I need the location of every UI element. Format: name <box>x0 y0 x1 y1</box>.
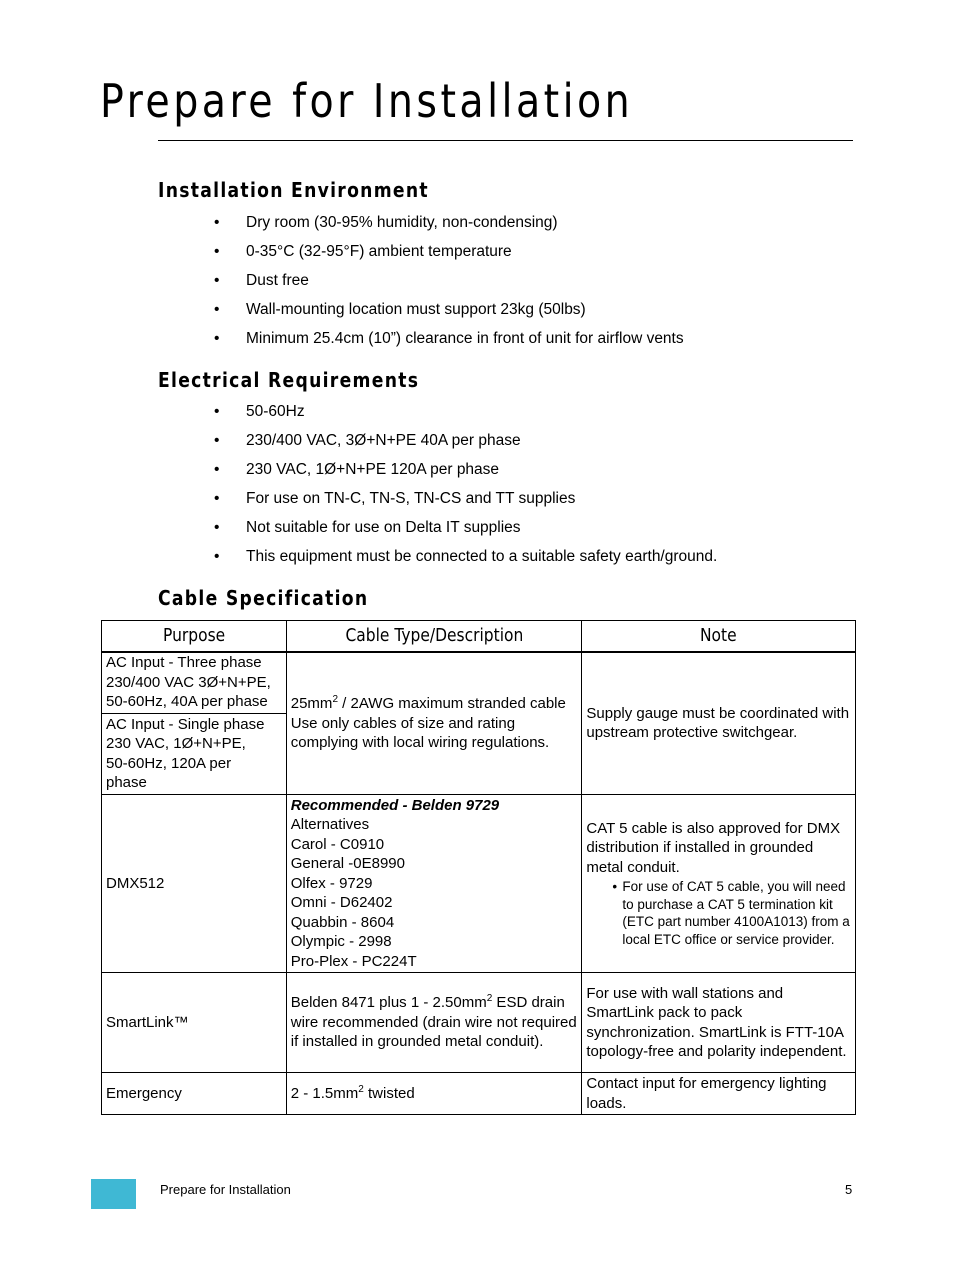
purpose-cell: AC Input - Single phase 230 VAC, 1Ø+N+PE, 50-60Hz, 120A per phase <box>102 713 287 794</box>
note-cell: Contact input for emergency lighting loads. <box>582 1073 856 1115</box>
table-header-row <box>102 621 856 653</box>
table-row <box>102 794 856 973</box>
list-item: • Not suitable for use on Delta IT supplies <box>214 519 521 536</box>
page-number: 5 <box>845 1182 853 1197</box>
note-cell: CAT 5 cable is also approved for DMX distribution if installed in grounded metal conduit. • For use of CAT 5 cable, you will need to purchase a CAT 5 termination kit (ETC part number 4100A1013) from a local ETC office or service provider. <box>582 794 856 973</box>
installation-environment-list <box>214 213 684 358</box>
note-cell: Supply gauge must be coordinated with upstream protective switchgear. <box>582 652 856 794</box>
purpose-cell: AC Input - Three phase 230/400 VAC 3Ø+N+PE, 50-60Hz, 40A per phase <box>102 652 287 713</box>
purpose-cell: Emergency <box>102 1073 287 1115</box>
note-bullet: • For use of CAT 5 cable, you will need to purchase a CAT 5 termination kit (ETC part number 4100A1013) from a local ETC office or service provider. <box>612 879 850 947</box>
list-item: • For use on TN-C, TN-S, TN-CS and TT supplies <box>214 490 576 507</box>
cable-type-cell: $25mm^2 / 2AWG$ maximum stranded cable Use only cables of size and rating complying with local wiring regulations. <box>286 652 582 794</box>
list-item: • 230 VAC, 1Ø+N+PE 120A per phase <box>214 461 500 478</box>
cable-type-cell: Recommended - Belden 9729 Alternatives Carol - C0910 General -0E8990 Olfex - 9729 Omni - D62402 Quabbin - 8604 Olympic - 2998 Pro-Plex - PC224T <box>286 794 582 973</box>
list-item: • 230/400 VAC, 3Ø+N+PE 40A per phase <box>214 432 521 449</box>
list-item: • 0-35°C (32-95°F) ambient temperature <box>214 243 512 260</box>
page-title: Prepare for Installation <box>100 74 634 128</box>
list-item: • Dust free <box>214 272 309 289</box>
installation-environment-heading: Installation Environment <box>158 178 429 202</box>
column-header-purpose: Purpose <box>102 621 287 653</box>
electrical-requirements-list <box>214 402 717 576</box>
list-item: • This equipment must be connected to a suitable safety earth/ground. <box>214 548 718 565</box>
cable-specification-table <box>101 620 856 1115</box>
purpose-cell: DMX512 <box>102 794 287 973</box>
list-item: • Dry room (30-95% humidity, non-condensing) <box>214 214 558 231</box>
table-row <box>102 1073 856 1115</box>
electrical-requirements-heading: Electrical Requirements <box>158 368 420 392</box>
cable-type-cell: Belden 8471 plus $1 - 2.50mm^2$ ESD drain wire recommended (drain wire not required if installed in grounded metal conduit). <box>286 973 582 1073</box>
list-item: • Wall-mounting location must support 23kg (50lbs) <box>214 301 586 318</box>
note-cell: For use with wall stations and SmartLink pack to pack synchronization. SmartLink is FTT-10A topology-free and polarity independent. <box>582 973 856 1073</box>
title-rule <box>158 140 853 141</box>
column-header-note: Note <box>582 621 856 653</box>
table-row <box>102 652 856 713</box>
footer-accent-block <box>91 1179 136 1209</box>
purpose-cell: SmartLink™ <box>102 973 287 1073</box>
list-item: • Minimum 25.4cm (10”) clearance in front of unit for airflow vents <box>214 330 684 347</box>
cable-specification-heading: Cable Specification <box>158 586 369 610</box>
cable-type-cell: $2 - 1.5mm^2$ twisted <box>286 1073 582 1115</box>
footer-title: Prepare for Installation <box>160 1182 291 1197</box>
table-row <box>102 973 856 1073</box>
column-header-cable-type: Cable Type/Description <box>286 621 582 653</box>
list-item: • 50-60Hz <box>214 403 305 420</box>
